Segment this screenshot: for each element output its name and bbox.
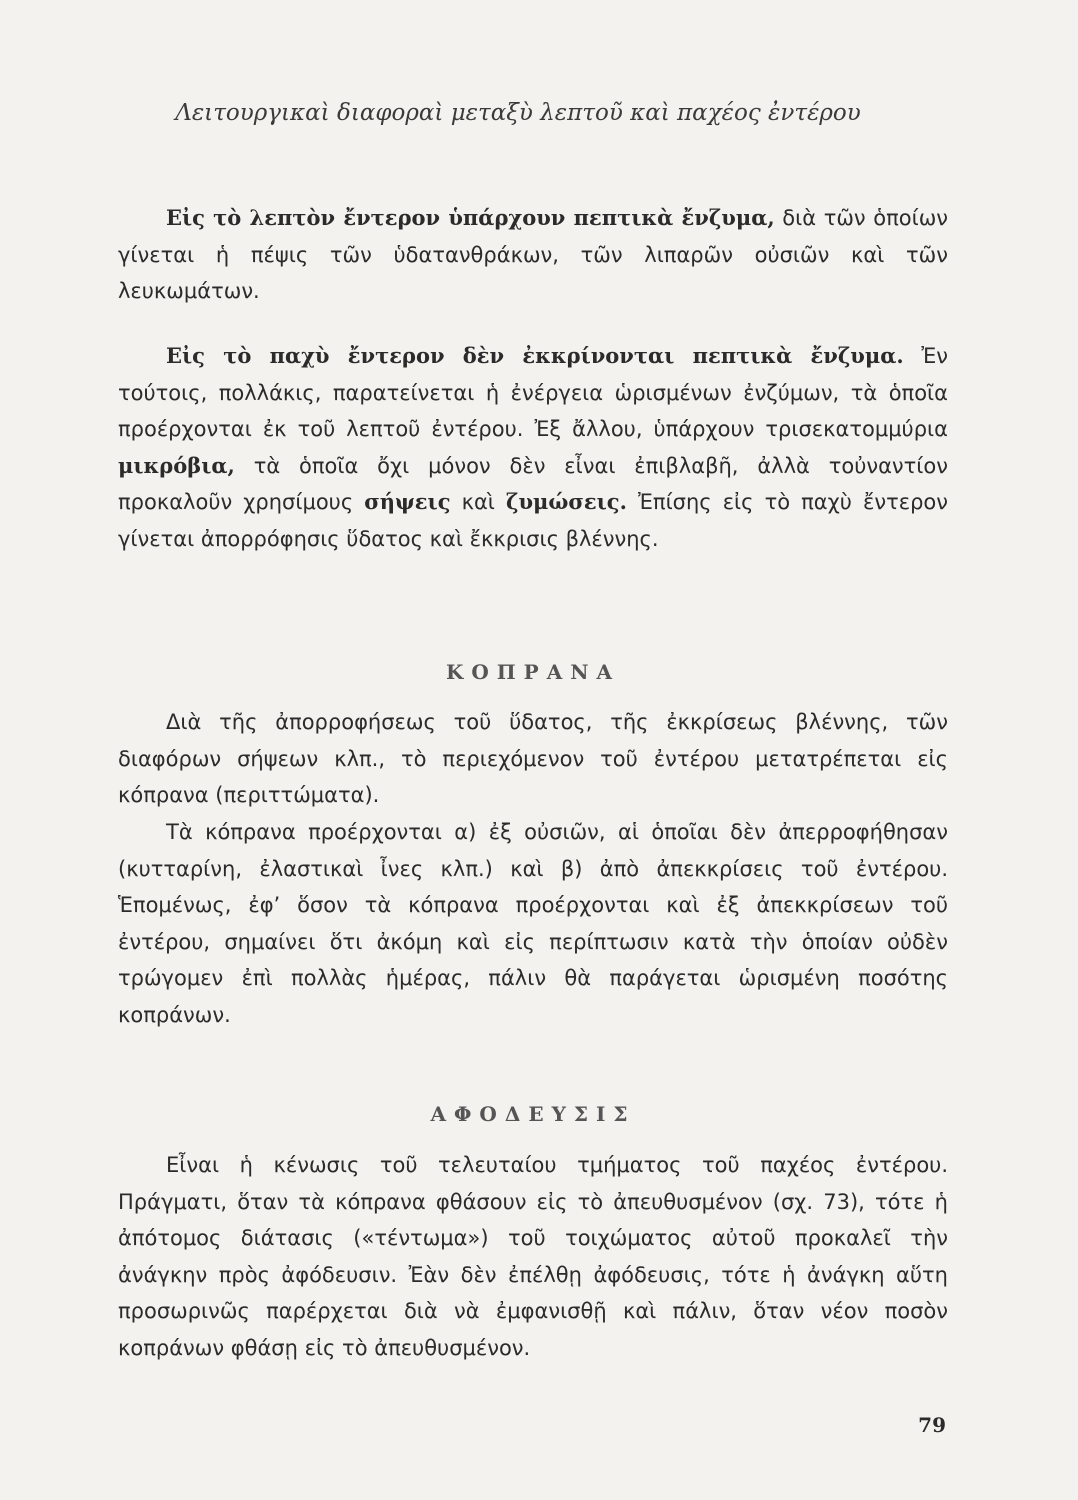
paragraph-feces-formation: Διὰ τῆς ἀπορροφήσεως τοῦ ὕδατος, τῆς ἐκκρίσεως βλέννης, τῶν διαφόρων σήψεων κλπ., τὸ περιεχόμενον τοῦ ἐντέρου μετατρέπεται εἰς κόπρανα (περιττώματα). <box>118 710 948 807</box>
paragraph-text: καὶ <box>450 490 507 514</box>
paragraph-large-intestine <box>118 338 948 557</box>
section-title-feces: ΚΟΠΡΑΝΑ <box>445 660 621 684</box>
paragraph-text: τὰ ὁποῖα ὄχι μόνον δὲν εἶναι ἐπιβλαβῆ, ἀλλὰ τοὐναντίον προκαλοῦν χρησίμους <box>118 453 948 514</box>
bold-word-microbes: μικρόβια, <box>118 452 235 478</box>
paragraph-text: Ἐπίσης εἰς τὸ παχὺ ἔντερον γίνεται ἀπορρόφησις ὕδατος καὶ ἔκκρισις βλέννης. <box>118 490 948 551</box>
paragraph-defecation: Εἶναι ἡ κένωσις τοῦ τελευταίου τμήματος τοῦ παχέος ἐντέρου. Πράγματι, ὅταν τὰ κόπρανα φθάσουν εἰς τὸ ἀπευθυσμένον (σχ. 73), τότε ἡ ἀπότομος διάτασις («τέντωμα») τοῦ τοιχώματος αὐτοῦ προκαλεῖ τὴν ἀνάγκην πρὸς ἀφόδευσιν. Ἐὰν δὲν ἐπέλθῃ ἀφόδευσις, τότε ἡ ἀνάγκη αὕτη προσωρινῶς παρέρχεται διὰ νὰ ἐμφανισθῇ καὶ πάλιν, ὅταν νέον ποσὸν κοπράνων φθάσῃ εἰς τὸ ἀπευθυσμένον. <box>118 1153 948 1360</box>
bold-word-putrefaction: σήψεις <box>364 489 451 514</box>
paragraph-small-intestine <box>118 200 948 310</box>
paragraph-text: διὰ τῶν ὁποίων γίνεται ἡ πέψις τῶν ὑδατανθράκων, τῶν λιπαρῶν οὐσιῶν καὶ τῶν λευκωμάτων. <box>118 206 949 303</box>
page-heading: Λειτουργικαὶ διαφοραὶ μεταξὺ λεπτοῦ καὶ παχέος ἐντέρου <box>175 100 861 126</box>
bold-word-fermentation: ζυμώσεις. <box>506 489 627 514</box>
bold-phrase: Εἰς τὸ παχὺ ἔντερον δὲν ἐκκρίνονται πεπτικὰ ἔνζυμα. <box>166 343 904 368</box>
paragraph-feces-origin: Τὰ κόπρανα προέρχονται α) ἐξ οὐσιῶν, αἱ ὁποῖαι δὲν ἀπερροφήθησαν (κυτταρίνη, ἐλαστικαὶ ἶνες κλπ.) καὶ β) ἀπὸ ἀπεκκρίσεις τοῦ ἐντέρου. Ἑπομένως, ἐφ’ ὅσον τὰ κόπρανα προέρχονται καὶ ἐξ ἀπεκκρίσεων τοῦ ἐντέρου, σημαίνει ὅτι ἀκόμη καὶ εἰς περίπτωσιν κατὰ τὴν ὁποίαν οὐδὲν τρώγομεν ἐπὶ πολλὰς ἡμέρας, πάλιν θὰ παράγεται ὡρισμένη ποσότης κοπράνων. <box>118 820 948 1027</box>
bold-phrase: Εἰς τὸ λεπτὸν ἔντερον ὑπάρχουν πεπτικὰ ἔνζυμα, <box>166 205 775 230</box>
section-title-defecation: ΑΦΟΔΕΥΣΙΣ <box>430 1102 636 1126</box>
page-number: 79 <box>918 1413 946 1437</box>
paragraph-text: Ἐν τούτοις, πολλάκις, παρατείνεται ἡ ἐνέργεια ὡρισμένων ἐνζύμων, τὰ ὁποῖα προέρχονται ἐκ τοῦ λεπτοῦ ἐντέρου. Ἐξ ἄλλου, ὑπάρχουν τρισεκατομμύρια <box>118 344 948 441</box>
